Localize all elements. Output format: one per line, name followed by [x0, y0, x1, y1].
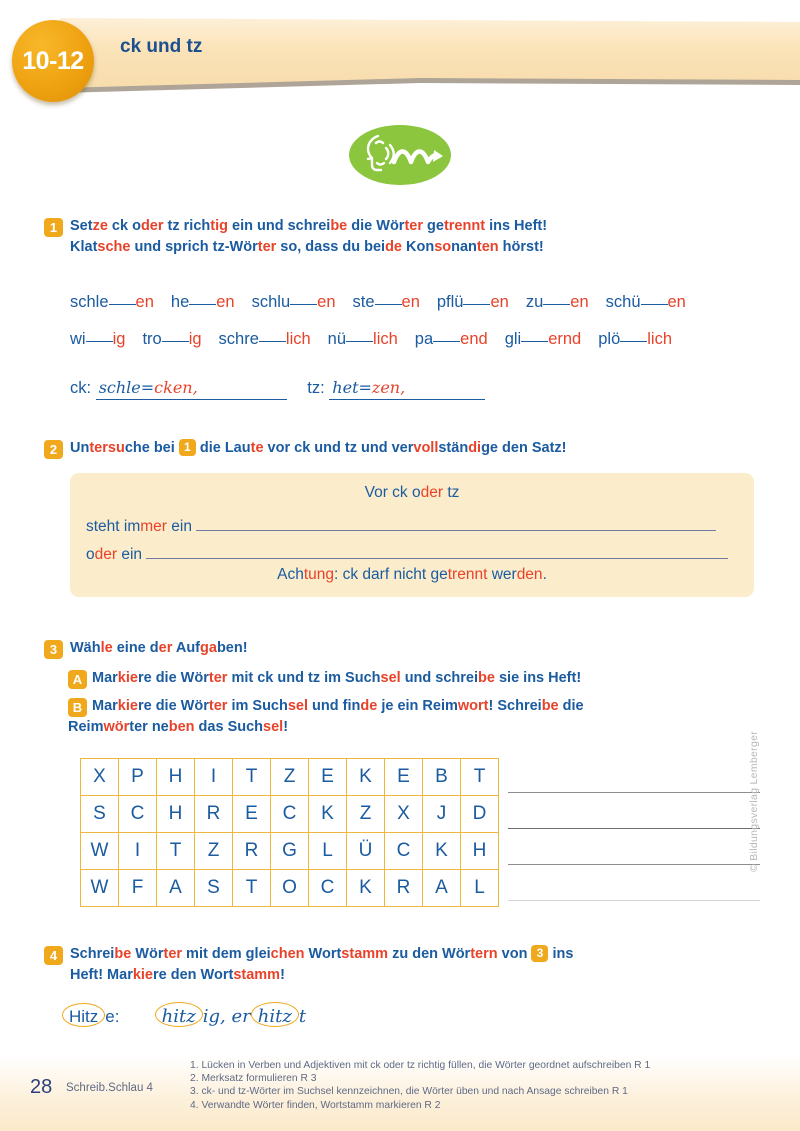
suchsel-cell[interactable]: G: [271, 833, 309, 870]
suchsel-cell[interactable]: E: [233, 796, 271, 833]
page-header: [0, 0, 800, 115]
suchsel-cell[interactable]: F: [119, 870, 157, 907]
task-4: [44, 944, 760, 986]
word-blank[interactable]: [463, 304, 490, 305]
example-hand-1-stem: hitz: [161, 1006, 196, 1027]
word-blank[interactable]: [162, 341, 189, 342]
suchsel-cell[interactable]: A: [157, 870, 195, 907]
suchsel-cell[interactable]: C: [385, 833, 423, 870]
learning-goal: 2. Merksatz formulieren R 3: [190, 1073, 317, 1085]
word-ending: en: [401, 293, 420, 311]
task-3-number: 3: [44, 640, 63, 659]
word-blank[interactable]: [259, 341, 286, 342]
task-1: [44, 216, 760, 258]
fill-in-word[interactable]: [353, 293, 420, 311]
word-ending: ig: [112, 330, 126, 348]
word-blank[interactable]: [375, 304, 402, 305]
suchsel-cell[interactable]: K: [423, 833, 461, 870]
task-2-text-post: die Laute vor ck und tz und vervollständige den Satz!: [195, 440, 567, 456]
fill-in-word[interactable]: [171, 293, 235, 311]
example-hand-2-tail: t: [298, 1006, 307, 1027]
fill-in-word[interactable]: [606, 293, 686, 311]
suchsel-cell[interactable]: L: [309, 833, 347, 870]
suchsel-cell[interactable]: T: [461, 759, 499, 796]
word-ending: en: [135, 293, 154, 311]
learning-goals-list: [190, 1059, 650, 1112]
task-3b: [68, 696, 768, 738]
suchsel-answer-line-3[interactable]: [508, 864, 760, 865]
suchsel-answer-lines: [508, 758, 760, 896]
suchsel-cell[interactable]: W: [81, 833, 119, 870]
fill-in-word[interactable]: [70, 330, 125, 348]
example-hand-2-stem-marked: [251, 1004, 299, 1029]
merksatz-line-1: [86, 517, 716, 536]
task-2-inline-badge: 1: [179, 439, 196, 456]
word-ending: en: [570, 293, 589, 311]
suchsel-row: [81, 870, 499, 907]
suchsel-cell[interactable]: Z: [195, 833, 233, 870]
example-printed-tail: e:: [105, 1007, 120, 1026]
suchsel-cell[interactable]: C: [309, 870, 347, 907]
task-4-line-2: Heft! Markiere den Wortstamm!: [70, 967, 285, 983]
word-blank[interactable]: [290, 304, 317, 305]
merksatz-line-1-text: steht immer ein: [86, 518, 197, 535]
word-stem: plö: [598, 330, 621, 348]
merksatz-line-2-text: oder ein: [86, 546, 147, 563]
task-4-line-1-post: ins: [548, 946, 574, 962]
task-4-inline-badge: 3: [531, 945, 548, 962]
word-blank[interactable]: [620, 341, 647, 342]
suchsel-answer-line-1[interactable]: [508, 792, 760, 793]
word-blank[interactable]: [189, 304, 216, 305]
suchsel-cell[interactable]: S: [81, 796, 119, 833]
book-title: Schreib.Schlau 4: [66, 1082, 153, 1094]
task-3a-text: Markiere die Wörter mit ck und tz im Suchsel und schreibe sie ins Heft!: [92, 670, 582, 686]
fill-in-word[interactable]: [70, 293, 154, 311]
answer-tz-stem: het=: [332, 378, 372, 397]
fill-in-word[interactable]: [505, 330, 582, 348]
suchsel-row: [81, 833, 499, 870]
example-printed-stem-marked: [62, 1005, 105, 1029]
answer-ck-field[interactable]: [96, 378, 287, 400]
fill-in-word[interactable]: [415, 330, 488, 348]
merksatz-heading: Vor ck oder tz: [364, 484, 460, 501]
merksatz-blank-2[interactable]: [146, 545, 728, 559]
suchsel-cell[interactable]: R: [195, 796, 233, 833]
suchsel-cell[interactable]: D: [461, 796, 499, 833]
word-ending: end: [460, 330, 488, 348]
exercise-1-word-row-2: [70, 330, 689, 349]
merksatz-line-2: [86, 545, 728, 564]
word-stem: schle: [70, 293, 109, 311]
word-blank[interactable]: [433, 341, 460, 342]
suchsel-cell[interactable]: K: [309, 796, 347, 833]
suchsel-answer-line-4[interactable]: [508, 900, 760, 901]
task-3: [44, 638, 760, 659]
suchsel-cell[interactable]: J: [423, 796, 461, 833]
suchsel-cell[interactable]: H: [461, 833, 499, 870]
suchsel-cell[interactable]: I: [195, 759, 233, 796]
merksatz-footnote: Achtung: ck darf nicht getrennt werden.: [277, 566, 547, 583]
word-stem: schre: [218, 330, 259, 348]
suchsel-cell[interactable]: E: [385, 759, 423, 796]
answer-tz-ending: zen,: [371, 378, 406, 397]
task-2-text-pre: Untersuche bei: [70, 440, 179, 456]
task-3b-line-1: Markiere die Wörter im Suchsel und finde je ein Reimwort! Schreibe die: [92, 698, 584, 714]
suchsel-cell[interactable]: Ü: [347, 833, 385, 870]
suchsel-cell[interactable]: Z: [271, 759, 309, 796]
word-ending: en: [667, 293, 686, 311]
task-1-line-2: Klatsche und sprich tz-Wörter so, dass du beide Konsonanten hörst!: [70, 239, 544, 255]
suchsel-row: [81, 796, 499, 833]
task-3b-badge: B: [68, 698, 87, 717]
suchsel-cell[interactable]: X: [81, 759, 119, 796]
word-blank[interactable]: [543, 304, 570, 305]
word-blank[interactable]: [521, 341, 548, 342]
word-stem: gli: [504, 330, 522, 348]
word-ending: en: [216, 293, 235, 311]
page-number: 28: [30, 1076, 53, 1098]
suchsel-row: [81, 759, 499, 796]
suchsel-cell[interactable]: C: [271, 796, 309, 833]
word-stem: schü: [605, 293, 641, 311]
word-stem: schlu: [251, 293, 291, 311]
example-hand-2-stem: hitz: [257, 1006, 292, 1027]
word-blank[interactable]: [346, 341, 373, 342]
learning-goal: 4. Verwandte Wörter finden, Wortstamm markieren R 2: [190, 1099, 441, 1111]
suchsel-cell[interactable]: A: [423, 870, 461, 907]
task-4-line-1-pre: Schreibe Wörter mit dem gleichen Wortstamm zu den Wörtern von: [70, 946, 532, 962]
example-hand-1-tail: ig,: [202, 1006, 226, 1027]
word-stem: he: [170, 293, 190, 311]
suchsel-cell[interactable]: R: [385, 870, 423, 907]
word-ending: ernd: [548, 330, 582, 348]
speaking-mouth-wave-icon: [348, 122, 452, 188]
suchsel-cell[interactable]: I: [119, 833, 157, 870]
word-blank[interactable]: [641, 304, 668, 305]
task-3a-badge: A: [68, 670, 87, 689]
example-hand-2-prefix: er: [231, 1006, 251, 1027]
word-ending: lich: [373, 330, 398, 348]
exercise-1-answer-line: [70, 378, 485, 400]
word-blank[interactable]: [86, 341, 113, 342]
example-handwritten-words: [155, 1006, 306, 1027]
word-stem: nü: [327, 330, 347, 348]
task-1-line-1: Setze ck oder tz richtig ein und schreibe die Wörter getrennt ins Heft!: [70, 218, 548, 234]
fill-in-word[interactable]: [437, 293, 509, 311]
suchsel-cell[interactable]: C: [119, 796, 157, 833]
suchsel-cell[interactable]: X: [385, 796, 423, 833]
word-ending: en: [490, 293, 509, 311]
task-4-example: [62, 1004, 306, 1040]
fill-in-word[interactable]: [142, 330, 201, 348]
fill-in-word[interactable]: [598, 330, 672, 348]
answer-tz-label: tz:: [307, 379, 325, 397]
suchsel-cell[interactable]: T: [233, 759, 271, 796]
suchsel-cell[interactable]: K: [347, 870, 385, 907]
suchsel-cell[interactable]: O: [271, 870, 309, 907]
suchsel-cell[interactable]: T: [233, 870, 271, 907]
example-hand-1-stem-marked: [155, 1004, 203, 1029]
task-3b-line-2: Reimwörter neben das Suchsel!: [68, 719, 289, 735]
word-ending: en: [317, 293, 336, 311]
task-4-number: 4: [44, 946, 63, 965]
suchsel-answer-line-2[interactable]: [508, 828, 760, 829]
suchsel-cell[interactable]: P: [119, 759, 157, 796]
suchsel-body: [81, 759, 499, 907]
word-blank[interactable]: [109, 304, 136, 305]
suchsel-cell[interactable]: K: [347, 759, 385, 796]
merksatz-box: [70, 473, 754, 597]
suchsel-cell[interactable]: H: [157, 796, 195, 833]
suchsel-cell[interactable]: B: [423, 759, 461, 796]
example-printed-stem: Hitz: [69, 1007, 99, 1026]
suchsel-cell[interactable]: T: [157, 833, 195, 870]
exercise-1-word-row-1: [70, 293, 703, 312]
fill-in-word[interactable]: [252, 293, 336, 311]
answer-ck-stem: schle=: [98, 378, 155, 397]
suchsel-cell[interactable]: W: [81, 870, 119, 907]
word-stem: wi: [70, 330, 86, 348]
suchsel-cell[interactable]: Z: [347, 796, 385, 833]
page-title: ck und tz: [120, 36, 203, 57]
learning-goal: 1. Lücken in Verben und Adjektiven mit ck oder tz richtig füllen, die Wörter geordnet aufschreiben R 1: [190, 1060, 651, 1071]
suchsel-cell[interactable]: S: [195, 870, 233, 907]
word-ending: ig: [188, 330, 202, 348]
fill-in-word[interactable]: [526, 293, 589, 311]
word-stem: ste: [352, 293, 375, 311]
merksatz-blank-1[interactable]: [196, 517, 716, 531]
task-3a: [68, 668, 768, 689]
answer-tz-field[interactable]: [329, 378, 485, 400]
suchsel-cell[interactable]: R: [233, 833, 271, 870]
suchsel-cell[interactable]: H: [157, 759, 195, 796]
example-printed-word: [62, 1007, 124, 1026]
answer-ck-ending: cken,: [154, 378, 198, 397]
task-3-text: Wähle eine der Aufgaben!: [70, 640, 248, 656]
learning-goal: 3. ck- und tz-Wörter im Suchsel kennzeichnen, die Wörter üben und nach Ansage schreiben R 1: [190, 1086, 628, 1098]
word-stem: tro: [142, 330, 162, 348]
copyright-notice: © Bildungsverlag Lemberger: [748, 730, 760, 872]
word-stem: pflü: [436, 293, 464, 311]
answer-ck-label: ck:: [70, 379, 92, 397]
fill-in-word[interactable]: [328, 330, 398, 348]
task-1-number: 1: [44, 218, 63, 237]
fill-in-word[interactable]: [219, 330, 311, 348]
suchsel-cell[interactable]: E: [309, 759, 347, 796]
task-2: [44, 438, 760, 459]
suchsel-grid[interactable]: [80, 758, 499, 907]
word-ending: lich: [647, 330, 673, 348]
word-ending: lich: [285, 330, 311, 348]
chapter-badge: 10-12: [12, 20, 94, 102]
task-2-number: 2: [44, 440, 63, 459]
word-stem: pa: [414, 330, 434, 348]
suchsel-cell[interactable]: L: [461, 870, 499, 907]
word-stem: zu: [525, 293, 544, 311]
